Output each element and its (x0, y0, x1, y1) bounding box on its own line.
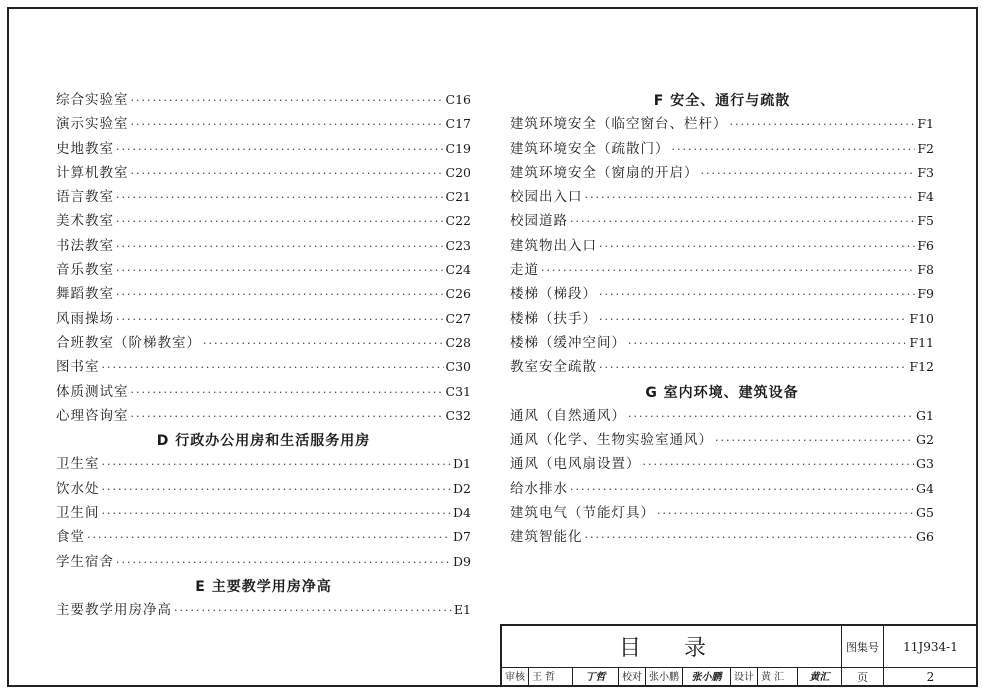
dot-leader (585, 531, 915, 544)
toc-entry-page: F3 (917, 164, 934, 180)
page-number: 2 (884, 668, 978, 687)
toc-entry-label: 校园道路 (510, 213, 568, 230)
dot-leader (87, 531, 451, 544)
toc-entry[interactable] (510, 185, 934, 209)
title-block (500, 624, 978, 687)
toc-entry-page: E1 (453, 602, 471, 618)
dot-leader (102, 483, 452, 496)
toc-entry-label: 卫生间 (56, 505, 100, 522)
toc-entry-label: 风雨操场 (56, 310, 114, 327)
toc-entry-page: G6 (916, 529, 934, 545)
toc-entry-page: G4 (916, 480, 934, 496)
toc-entry-page: C31 (445, 383, 471, 399)
toc-entry[interactable] (510, 161, 934, 185)
toc-entry-label: 楼梯（梯段） (510, 286, 597, 303)
toc-entry-label: 教室安全疏散 (510, 359, 597, 376)
toc-entry[interactable] (56, 137, 471, 161)
toc-entry[interactable] (510, 307, 934, 331)
dot-leader (657, 507, 914, 520)
toc-entry[interactable] (56, 258, 471, 282)
toc-entry-page: F8 (917, 262, 934, 278)
section-heading: D 行政办公用房和生活服务用房 (156, 433, 371, 450)
toc-entry-label: 心理咨询室 (56, 407, 129, 424)
toc-entry[interactable] (510, 525, 934, 549)
toc-entry-page: F11 (909, 334, 934, 350)
toc-entry[interactable] (510, 282, 934, 306)
toc-entry-label: 美术教室 (56, 213, 114, 230)
toc-entry-label: 给水排水 (510, 480, 568, 497)
toc-entry-page: D7 (453, 529, 471, 545)
toc-entry-label: 体质测试室 (56, 383, 129, 400)
dot-leader (116, 143, 444, 156)
toc-entry[interactable] (510, 477, 934, 501)
toc-right-column (510, 88, 934, 550)
toc-entry-page: C30 (445, 359, 471, 375)
dot-leader (116, 191, 444, 204)
dot-leader (672, 143, 916, 156)
dot-leader (570, 215, 915, 228)
design-label: 设计 (731, 668, 758, 687)
section-heading: E 主要教学用房净高 (195, 578, 332, 595)
toc-entry-label: 饮水处 (56, 480, 100, 497)
toc-entry-page: C26 (445, 286, 471, 302)
toc-entry-label: 建筑电气（节能灯具） (510, 505, 655, 522)
toc-entry-page: D9 (453, 553, 471, 569)
toc-entry-page: F5 (917, 213, 934, 229)
toc-entry[interactable] (56, 307, 471, 331)
toc-entry-label: 演示实验室 (56, 116, 129, 133)
toc-entry-page: G1 (916, 407, 934, 423)
review-label: 审核 (502, 668, 529, 687)
toc-entry[interactable] (510, 234, 934, 258)
dot-leader (599, 240, 915, 253)
dot-leader (628, 337, 907, 350)
toc-entry[interactable] (56, 161, 471, 185)
toc-entry-label: 建筑环境安全（临空窗台、栏杆） (510, 116, 728, 133)
dot-leader (643, 458, 915, 471)
toc-entry-label: 综合实验室 (56, 92, 129, 108)
dot-leader (102, 507, 452, 520)
dot-leader (131, 94, 444, 107)
toc-entry[interactable] (56, 501, 471, 525)
toc-entry-label: 史地教室 (56, 140, 114, 157)
toc-entry[interactable] (510, 404, 934, 428)
toc-entry-label: 食堂 (56, 529, 85, 546)
dot-leader (599, 361, 907, 374)
toc-entry[interactable] (510, 331, 934, 355)
section-heading: F 安全、通行与疏散 (653, 93, 791, 109)
toc-entry[interactable] (56, 331, 471, 355)
toc-entry-page: D2 (453, 480, 471, 496)
title-block-title: 目 录 (502, 626, 842, 668)
design-signature: 黄汇 (809, 672, 830, 683)
dot-leader (628, 410, 914, 423)
toc-entry-label: 图书室 (56, 359, 100, 376)
toc-entry-label: 建筑环境安全（窗扇的开启） (510, 164, 699, 181)
toc-entry-label: 建筑物出入口 (510, 237, 597, 254)
toc-entry-label: 校园出入口 (510, 189, 583, 206)
toc-entry-page: C20 (445, 164, 471, 180)
design-name: 黄 汇 (758, 668, 798, 687)
toc-entry[interactable] (56, 355, 471, 379)
review-signature: 丁哲 (573, 668, 619, 687)
toc-entry-page: F4 (917, 189, 934, 205)
toc-entry-label: 通风（化学、生物实验室通风） (510, 432, 713, 449)
dot-leader (102, 458, 452, 471)
toc-entry-label: 学生宿舍 (56, 553, 114, 570)
toc-entry[interactable] (56, 404, 471, 428)
toc-entry-page: F9 (917, 286, 934, 302)
toc-entry-label: 音乐教室 (56, 262, 114, 279)
toc-entry-label: 建筑环境安全（疏散门） (510, 140, 670, 157)
toc-entry-page: C28 (445, 334, 471, 350)
toc-entry-page: C21 (445, 189, 471, 205)
toc-entry[interactable] (56, 282, 471, 306)
toc-entry-label: 主要教学用房净高 (56, 602, 172, 619)
dot-leader (116, 288, 444, 301)
toc-entry-label: 语言教室 (56, 189, 114, 206)
toc-entry-page: F10 (909, 310, 934, 326)
toc-entry[interactable] (510, 428, 934, 452)
toc-entry-label: 通风（电风扇设置） (510, 456, 641, 473)
dot-leader (116, 313, 444, 326)
toc-entry[interactable] (56, 598, 471, 622)
dot-leader (116, 240, 444, 253)
toc-entry-label: 书法教室 (56, 237, 114, 254)
toc-entry-page: D4 (453, 505, 471, 521)
dot-leader (131, 410, 444, 423)
toc-entry-page: C24 (445, 262, 471, 278)
toc-entry[interactable] (510, 452, 934, 476)
dot-leader (131, 167, 444, 180)
dot-leader (585, 191, 916, 204)
toc-entry[interactable] (56, 477, 471, 501)
toc-entry-page: C19 (445, 140, 471, 156)
toc-entry-page: G2 (916, 432, 934, 448)
toc-entry[interactable] (56, 380, 471, 404)
toc-entry-page: F1 (917, 116, 934, 132)
toc-entry-label: 合班教室（阶梯教室） (56, 334, 201, 351)
review-name: 王 哲 (529, 668, 573, 687)
dot-leader (174, 604, 452, 617)
toc-entry-page: C27 (445, 310, 471, 326)
signature-row (502, 668, 842, 687)
toc-entry[interactable] (510, 112, 934, 136)
dot-leader (131, 386, 444, 399)
toc-entry-page: F12 (909, 359, 934, 375)
toc-entry[interactable] (56, 185, 471, 209)
toc-entry-page: D1 (453, 456, 471, 472)
dot-leader (131, 118, 444, 131)
toc-entry-page: C17 (445, 116, 471, 132)
atlas-number: 11J934-1 (884, 626, 978, 668)
dot-leader (599, 313, 907, 326)
toc-entry[interactable] (56, 234, 471, 258)
dot-leader (116, 215, 444, 228)
dot-leader (203, 337, 444, 350)
dot-leader (541, 264, 915, 277)
toc-entry[interactable] (510, 501, 934, 525)
check-name: 张小鹏 (646, 668, 683, 687)
dot-leader (570, 483, 914, 496)
toc-entry-page: G3 (916, 456, 934, 472)
check-label: 校对 (619, 668, 646, 687)
toc-entry[interactable] (510, 258, 934, 282)
toc-entry-label: 计算机教室 (56, 164, 129, 181)
dot-leader (730, 118, 916, 131)
toc-entry[interactable] (56, 88, 471, 112)
dot-leader (599, 288, 915, 301)
toc-entry-page: F6 (917, 237, 934, 253)
toc-entry[interactable] (510, 355, 934, 379)
section-heading: G 室内环境、建筑设备 (645, 384, 799, 401)
toc-entry[interactable] (56, 112, 471, 136)
atlas-number-label: 图集号 (842, 626, 884, 668)
toc-entry-page: G5 (916, 505, 934, 521)
toc-entry[interactable] (510, 209, 934, 233)
toc-entry-label: 楼梯（缓冲空间） (510, 334, 626, 351)
toc-entry[interactable] (56, 550, 471, 574)
dot-leader (715, 434, 914, 447)
toc-entry-page: C32 (445, 407, 471, 423)
check-signature: 张小鹏 (683, 668, 731, 687)
page-label: 页 (842, 668, 884, 687)
toc-entry-label: 卫生室 (56, 456, 100, 473)
toc-entry-label: 楼梯（扶手） (510, 310, 597, 327)
toc-entry-page: C16 (445, 92, 471, 107)
toc-entry-page: F2 (917, 140, 934, 156)
toc-entry[interactable] (56, 452, 471, 476)
dot-leader (116, 264, 444, 277)
dot-leader (116, 556, 451, 569)
toc-entry-page: C23 (445, 237, 471, 253)
toc-entry[interactable] (56, 209, 471, 233)
toc-entry[interactable] (56, 525, 471, 549)
toc-entry-page: C22 (445, 213, 471, 229)
toc-entry-label: 通风（自然通风） (510, 407, 626, 424)
toc-entry[interactable] (510, 137, 934, 161)
toc-entry-label: 走道 (510, 262, 539, 279)
toc-entry-label: 建筑智能化 (510, 529, 583, 546)
toc-left-column (56, 88, 471, 623)
toc-entry-label: 舞蹈教室 (56, 286, 114, 303)
dot-leader (102, 361, 444, 374)
dot-leader (701, 167, 916, 180)
